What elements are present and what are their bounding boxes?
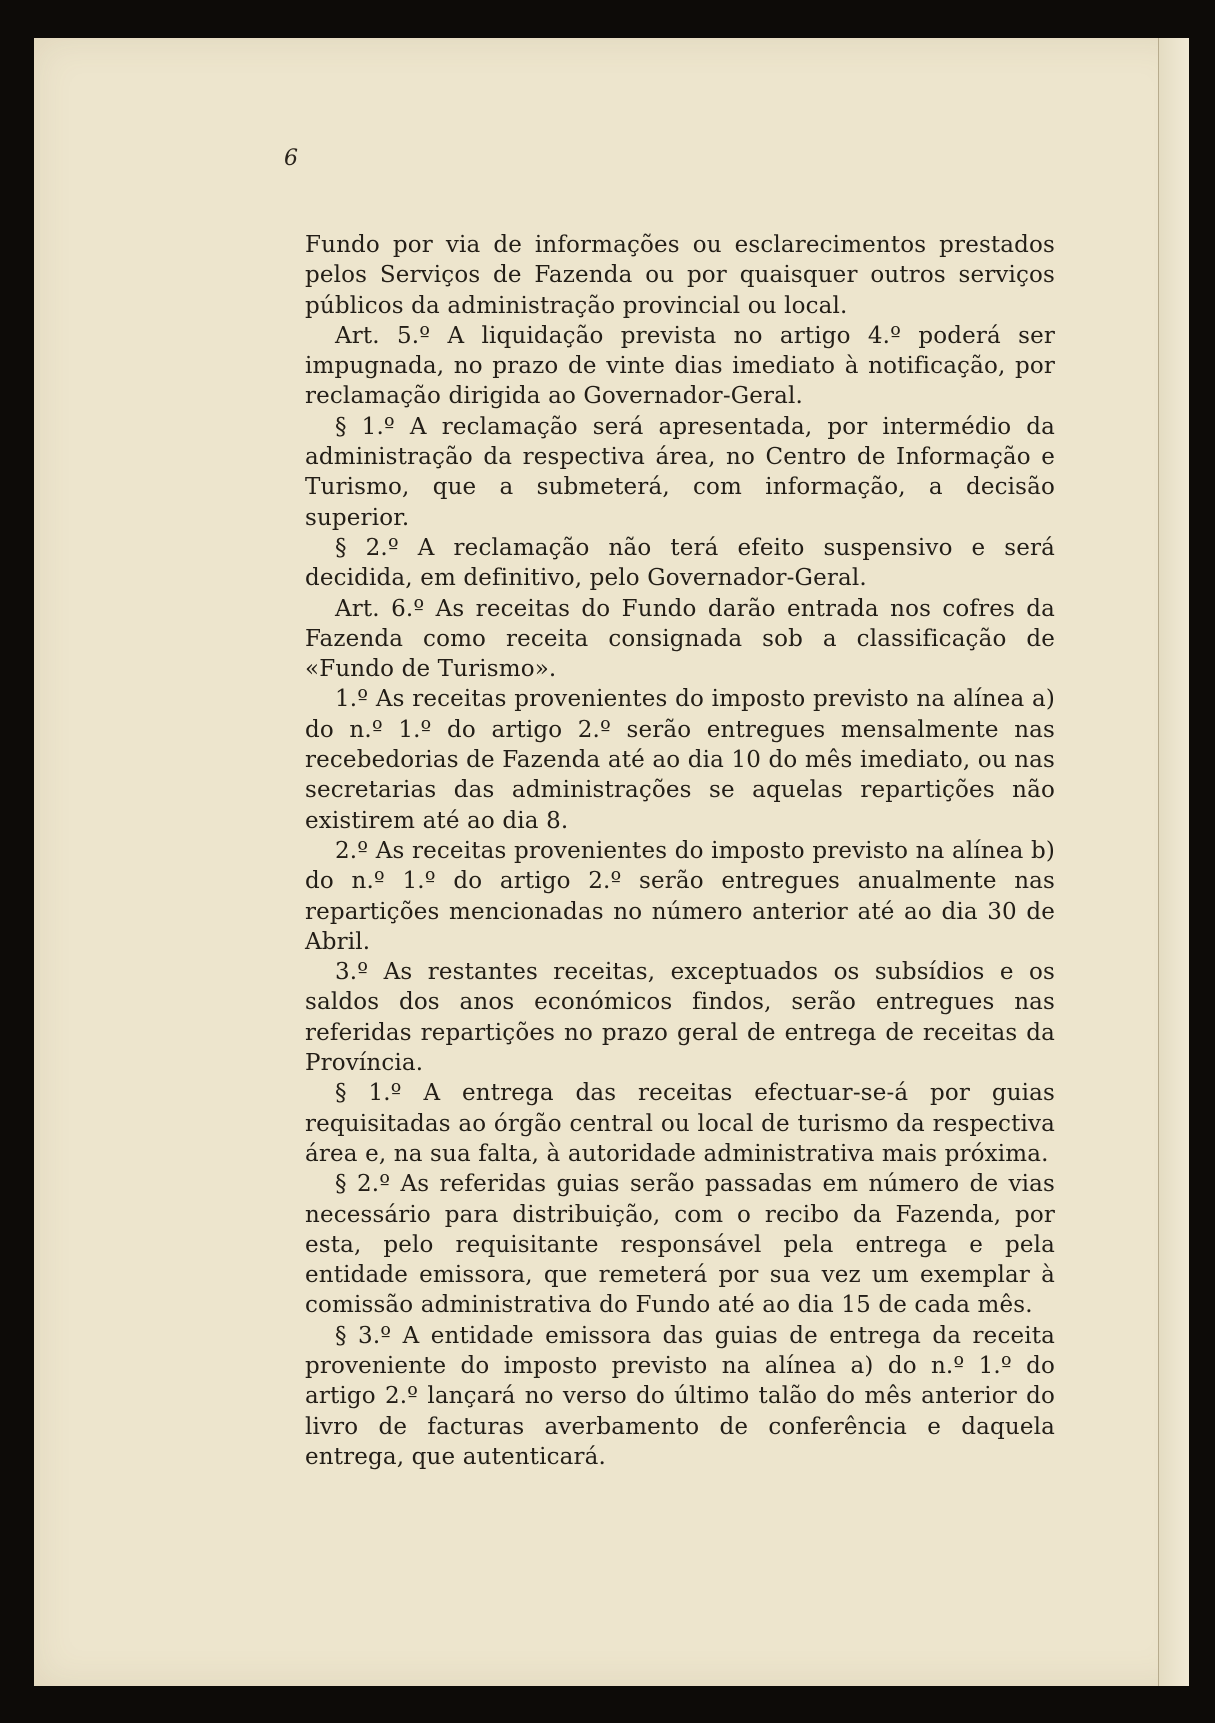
article-5-section-1: § 1.º A reclamação será apresentada, por intermédio da administração da respectiva área, no Centro de Informação e Turismo, que a submeterá, com informação, a decisão superior. bbox=[305, 413, 1055, 531]
body-text bbox=[305, 230, 1055, 1472]
article-6-item-3: 3.º As restantes receitas, exceptuados os subsídios e os saldos dos anos económicos findos, serão entregues nas referidas repartições no prazo geral de entrega de receitas da Província. bbox=[305, 959, 1055, 1077]
article-6-item-2: 2.º As receitas provenientes do imposto previsto na alínea b) do n.º 1.º do artigo 2.º serão entregues anualmente nas repartições mencionadas no número anterior até ao dia 30 de Abril. bbox=[305, 837, 1055, 955]
article-6-section-3: § 3.º A entidade emissora das guias de entrega da receita proveniente do imposto previsto na alínea a) do n.º 1.º do artigo 2.º lançará no verso do último talão do mês anterior do livro de facturas averbamento de conferência e daquela entrega, que autenticará. bbox=[305, 1322, 1055, 1470]
article-6-section-2: § 2.º As referidas guias serão passadas em número de vias necessário para distribuição, com o recibo da Fazenda, por esta, pelo requisitante responsável pela entrega e pela entidade emissora, que remeterá por sua vez um exemplar à comissão administrativa do Fundo até ao dia 15 de cada mês. bbox=[305, 1171, 1055, 1319]
article-6: Art. 6.º As receitas do Fundo darão entrada nos cofres da Fazenda como receita consignada sob a classificação de «Fundo de Turismo». bbox=[305, 595, 1055, 683]
article-6-section-1: § 1.º A entrega das receitas efectuar-se-á por guias requisitadas ao órgão central ou local de turismo da respectiva área e, na sua falta, à autoridade administrativa mais próxima. bbox=[305, 1080, 1055, 1167]
document-page bbox=[34, 38, 1189, 1686]
article-5: Art. 5.º A liquidação prevista no artigo 4.º poderá ser impugnada, no prazo de vinte dias imediato à notificação, por reclamação dirigida ao Governador-Geral. bbox=[305, 322, 1055, 410]
article-6-item-1: 1.º As receitas provenientes do imposto previsto na alínea a) do n.º 1.º do artigo 2.º serão entregues mensalmente nas recebedorias de Fazenda até ao dia 10 do mês imediato, ou nas secretarias das administrações se aquelas repartições não existirem até ao dia 8. bbox=[305, 686, 1055, 834]
page-number: 6 bbox=[284, 146, 298, 171]
paragraph-continuation: Fundo por via de informações ou esclarecimentos prestados pelos Serviços de Fazenda ou por quaisquer outros serviços públicos da administração provincial ou local. bbox=[305, 232, 1055, 319]
page-edge bbox=[1158, 38, 1189, 1686]
article-5-section-2: § 2.º A reclamação não terá efeito suspensivo e será decidida, em definitivo, pelo Governador-Geral. bbox=[305, 534, 1055, 592]
